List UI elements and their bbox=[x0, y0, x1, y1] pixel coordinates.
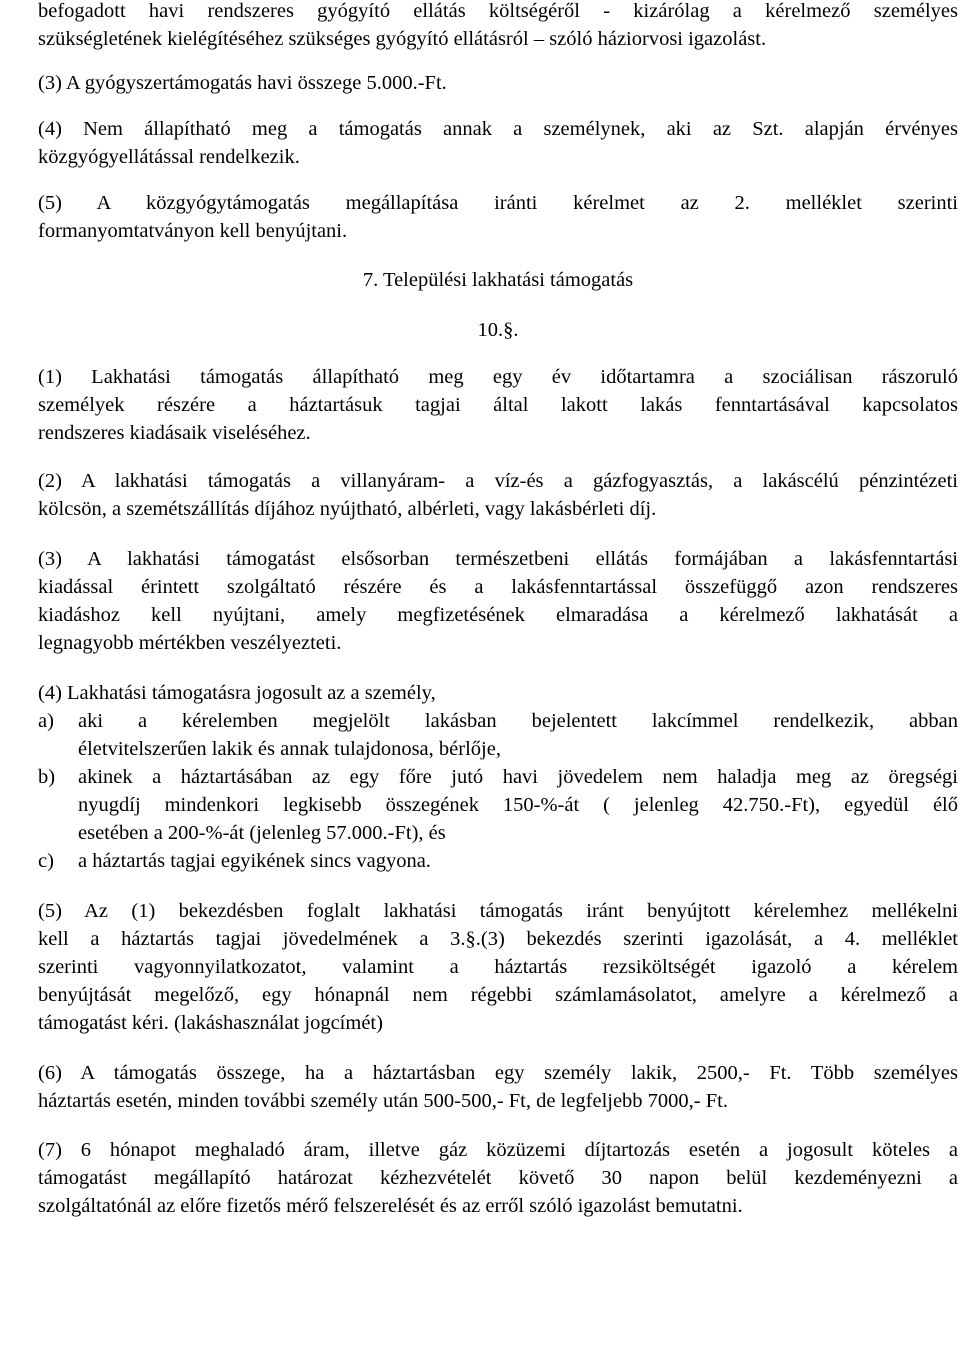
subsection-3 bbox=[38, 545, 958, 657]
list-item-c bbox=[38, 847, 958, 875]
text-line: akinek a háztartásában az egy főre jutó havi jövedelem nem haladja meg az öregségi bbox=[78, 766, 958, 788]
text-line: közgyógyellátással rendelkezik. bbox=[38, 146, 300, 168]
text-line: szolgáltatónál az előre fizetős mérő felszerelését és az erről szóló igazolást bemutatni. bbox=[38, 1195, 743, 1217]
text-line: kiadáshoz kell nyújtani, amely megfizetésének elmaradása a kérelmező lakhatását a bbox=[38, 604, 958, 626]
list-label: b) bbox=[38, 766, 56, 788]
text-line: szerinti vagyonnyilatkozatot, valamint a háztartás rezsiköltségét igazoló a kérelem bbox=[38, 956, 958, 978]
intro-paragraph bbox=[38, 0, 958, 53]
text-line: befogadott havi rendszeres gyógyító ellátás költségéről - kizárólag a kérelmező személyes bbox=[38, 0, 958, 22]
text-line: szükségletének kielégítéséhez szükséges gyógyító ellátásról – szóló háziorvosi igazolást. bbox=[38, 28, 767, 50]
text-line: (1) Lakhatási támogatás állapítható meg egy év időtartamra a szociálisan rászoruló bbox=[38, 366, 958, 388]
text-line: kell a háztartás tagjai jövedelmének a 3.§.(3) bekezdés szerinti igazolását, a 4. melléklet bbox=[38, 928, 958, 950]
subsection-7 bbox=[38, 1136, 958, 1220]
text-line: támogatást kéri. (lakáshasználat jogcímét) bbox=[38, 1012, 383, 1034]
list-label: c) bbox=[38, 850, 54, 872]
text-line: rendszeres kiadásaik viseléséhez. bbox=[38, 422, 311, 444]
text-line: (7) 6 hónapot meghaladó áram, illetve gáz közüzemi díjtartozás esetén a jogosult köteles a bbox=[38, 1139, 958, 1161]
paragraph-number: 10.§. bbox=[477, 319, 519, 341]
section-heading: 7. Települési lakhatási támogatás bbox=[362, 269, 634, 291]
text-line: életvitelszerűen lakik és annak tulajdonosa, bérlője, bbox=[78, 738, 501, 760]
subsection-5-kerelem bbox=[38, 189, 958, 245]
subsection-3-gyogyszer bbox=[38, 69, 958, 97]
text-line: aki a kérelemben megjelölt lakásban bejelentett lakcímmel rendelkezik, abban bbox=[78, 710, 958, 732]
text-line: (3) A lakhatási támogatást elsősorban természetbeni ellátás formájában a lakásfenntartási bbox=[38, 548, 958, 570]
list-label: a) bbox=[38, 710, 54, 732]
text-line: kiadással érintett szolgáltató részére és a lakásfenntartással összefüggő azon rendszeres bbox=[38, 576, 958, 598]
text-line: háztartás esetén, minden további személy után 500-500,- Ft, de legfeljebb 7000,- Ft. bbox=[38, 1090, 728, 1112]
text-line: legnagyobb mértékben veszélyezteti. bbox=[38, 632, 342, 654]
text-line: (4) Nem állapítható meg a támogatás annak a személynek, aki az Szt. alapján érvényes bbox=[38, 118, 958, 140]
text-line: esetében a 200-%-át (jelenleg 57.000.-Ft), és bbox=[78, 822, 446, 844]
text-line: (3) A gyógyszertámogatás havi összege 5.000.-Ft. bbox=[38, 72, 447, 94]
subsection-4-intro: (4) Lakhatási támogatásra jogosult az a személy, bbox=[38, 682, 436, 704]
text-line: (6) A támogatás összege, ha a háztartásban egy személy lakik, 2500,- Ft. Több személyes bbox=[38, 1062, 958, 1084]
text-line: nyugdíj mindenkori legkisebb összegének 150-%-át ( jelenleg 42.750.-Ft), egyedül élő bbox=[78, 794, 958, 816]
text-line: kölcsön, a szemétszállítás díjához nyújtható, albérleti, vagy lakásbérleti díj. bbox=[38, 498, 657, 520]
text-line: személyek részére a háztartásuk tagjai által lakott lakás fenntartásával kapcsolatos bbox=[38, 394, 958, 416]
subsection-4-kozgyogy bbox=[38, 115, 958, 171]
list-item-a bbox=[38, 707, 958, 763]
subsection-4 bbox=[38, 679, 958, 875]
list-item-b bbox=[38, 763, 958, 847]
text-line: (2) A lakhatási támogatás a villanyáram- a víz-és a gázfogyasztás, a lakáscélú pénzintézeti bbox=[38, 470, 958, 492]
text-line: (5) Az (1) bekezdésben foglalt lakhatási támogatás iránt benyújtott kérelemhez mellékelni bbox=[38, 900, 958, 922]
subsection-2 bbox=[38, 467, 958, 523]
text-line: formanyomtatványon kell benyújtani. bbox=[38, 220, 348, 242]
text-line: támogatást megállapító határozat kézhezvételét követő 30 napon belül kezdeményezni a bbox=[38, 1167, 958, 1189]
subsection-5 bbox=[38, 897, 958, 1037]
text-line: (5) A közgyógytámogatás megállapítása iránti kérelmet az 2. melléklet szerinti bbox=[38, 192, 958, 214]
subsection-1 bbox=[38, 363, 958, 447]
text-line: benyújtását megelőző, egy hónapnál nem régebbi számlamásolatot, amelyre a kérelmező a bbox=[38, 984, 958, 1006]
text-line: a háztartás tagjai egyikének sincs vagyona. bbox=[78, 850, 431, 872]
subsection-6 bbox=[38, 1059, 958, 1115]
